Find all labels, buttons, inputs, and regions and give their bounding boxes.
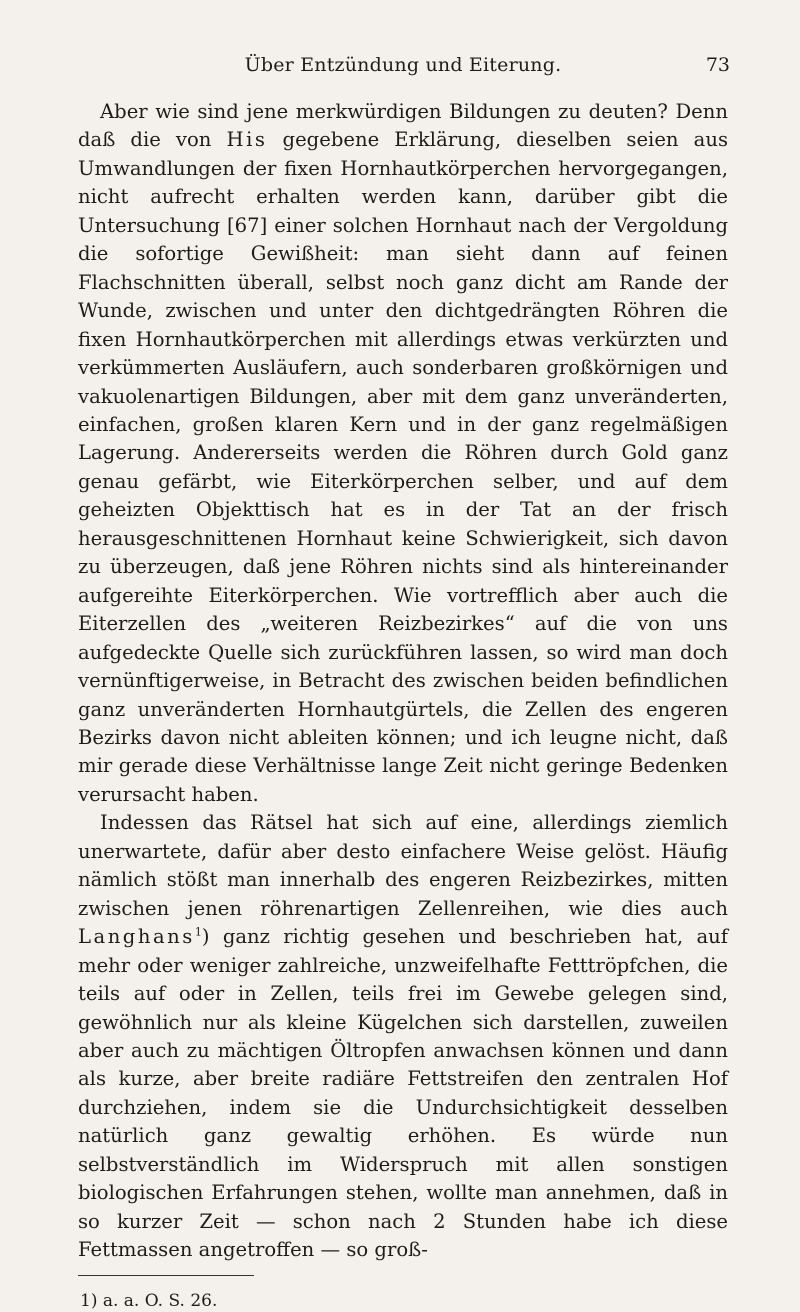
text-run: ) ganz richtig gesehen und beschrieben hat, auf mehr oder weniger zahlreiche, unzweifelhafte Fetttröpfchen, die teils auf oder in Zellen, teils frei im Gewebe gelegen sind, gewöhnlich nur als kleine Kügelchen sich darstellen, zuweilen aber auch zu mächtigen Öltropfen anwachsen können und dann als kurze, aber breite radiäre Fettstreifen den zentralen Hof durchziehen, indem sie die Undurchsichtigkeit desselben natürlich ganz gewaltig erhöhen. Es würde nun selbstverständlich im Widerspruch mit allen sonstigen biologischen Erfahrungen stehen, wollte man annehmen, daß in so kurzer Zeit — schon nach 2 Stunden habe ich diese Fettmassen angetroffen — so groß- xyxy=(78,925,728,1262)
paragraph xyxy=(78,98,728,809)
text-run: Aber wie sind jene merkwürdigen Bildungen zu deuten? Denn daß die von xyxy=(78,100,728,152)
footnote: 1) a. a. O. S. 26. xyxy=(80,1290,218,1311)
main-text xyxy=(78,98,728,1265)
paragraph xyxy=(78,809,728,1264)
book-page xyxy=(78,52,728,1312)
text-run: Indessen das Rätsel hat sich auf eine, allerdings ziemlich unerwartete, dafür aber desto einfachere Weise gelöst. Häufig nämlich stößt man innerhalb des engeren Reizbezirkes, mitten zwischen jenen röhrenartigen Zellenreihen, wie dies auch xyxy=(78,811,728,920)
page-number: 73 xyxy=(705,54,730,76)
running-title: Über Entzündung und Eiterung. xyxy=(244,54,562,76)
author-name: His xyxy=(226,128,268,152)
footnote-divider xyxy=(78,1275,254,1276)
text-run: gegebene Erklärung, dieselben seien aus Umwandlungen der fixen Hornhautkörperchen hervorgegangen, nicht aufrecht erhalten werden kann, darüber gibt die Untersuchung [67] einer solchen Hornhaut nach der Vergoldung die sofortige Gewißheit: man sieht dann auf feinen Flachschnitten überall, selbst noch ganz dicht am Rande der Wunde, zwischen und unter den dichtgedrängten Röhren die fixen Hornhautkörperchen mit allerdings etwas verkürzten und verkümmerten Ausläufern, auch sonderbaren großkörnigen und vakuolenartigen Bildungen, aber mit dem ganz unveränderten, einfachen, großen klaren Kern und in der ganz regelmäßigen Lagerung. Andererseits werden die Röhren durch Gold ganz genau gefärbt, wie Eiterkörperchen selber, und auf dem geheizten Objekttisch hat es in der Tat an der frisch herausgeschnittenen Hornhaut keine Schwierigkeit, sich davon zu überzeugen, daß jene Röhren nichts sind als hintereinander aufgereihte Eiterkörperchen. Wie vortrefflich aber auch die Eiterzellen des „weiteren Reizbezirkes“ auf die von uns aufgedeckte Quelle sich zurückführen lassen, so wird man doch vernünftigerweise, in Betracht des zwischen beiden befindlichen ganz unveränderten Hornhautgürtels, die Zellen des engeren Bezirks davon nicht ableiten können; und ich leugne nicht, daß mir gerade diese Verhältnisse lange Zeit nicht geringe Bedenken verursacht haben. xyxy=(78,128,728,806)
author-name: Langhans xyxy=(78,925,195,949)
footnote-marker: 1 xyxy=(194,925,202,939)
running-header xyxy=(78,52,728,86)
